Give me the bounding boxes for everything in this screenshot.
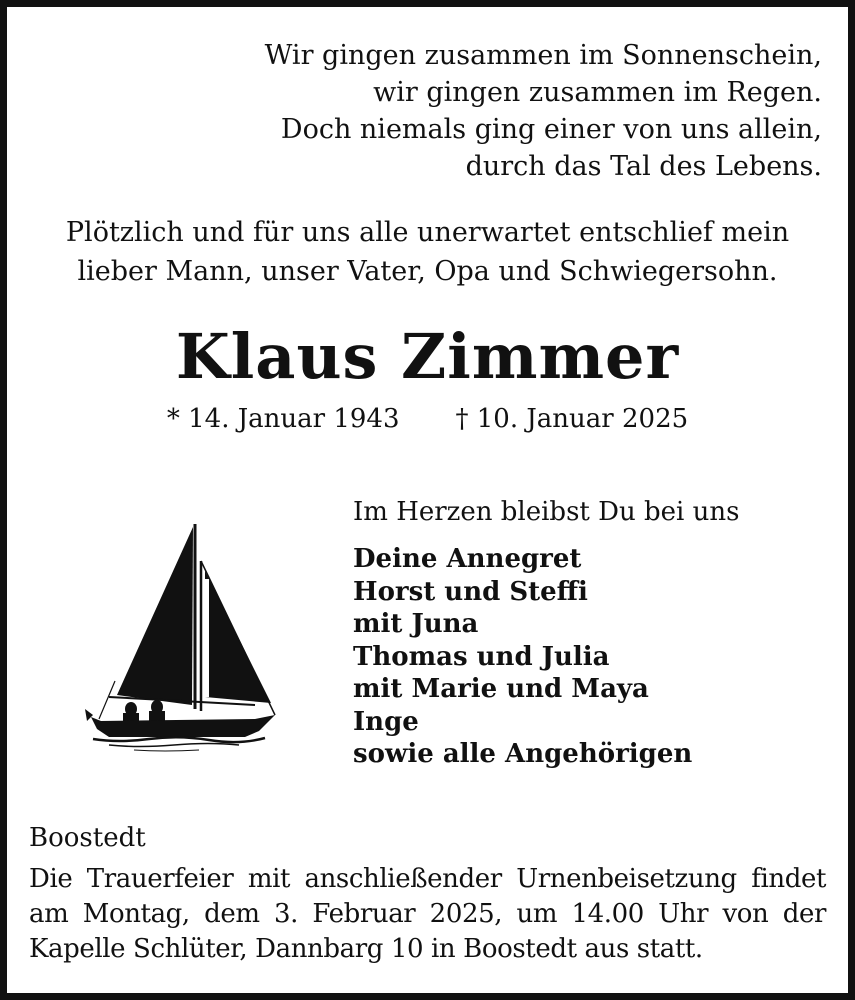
funeral-details [29,862,826,967]
family-member: sowie alle Angehörigen [353,739,693,769]
poem-line: Doch niemals ging einer von uns allein, [280,114,822,145]
sailboat-silhouette-icon [79,519,279,759]
death-date: † 10. Januar 2025 [455,404,689,434]
family-member: Inge [353,706,419,737]
poem [265,37,822,185]
intro-line: lieber Mann, unser Vater, Opa und Schwiegersohn. [77,256,778,287]
family-member: mit Juna [353,609,479,639]
family-member: Horst und Steffi [353,576,588,607]
funeral-line: Kapelle Schlüter, Dannbarg 10 in Boostedt aus statt. [29,934,703,964]
family-member: Thomas und Julia [353,641,610,672]
intro-line: Plötzlich und für uns alle unerwartet entschlief mein [65,217,790,248]
funeral-line: am Montag, dem 3. Februar 2025, um 14.00 Uhr von der [29,899,826,929]
poem-line: Wir gingen zusammen im Sonnenschein, [264,40,822,71]
life-dates [7,401,848,437]
family-member: Deine Annegret [353,544,582,574]
deceased-name: Klaus Zimmer [175,320,680,393]
remembrance-line: Im Herzen bleibst Du bei uns [353,497,740,527]
poem-line: durch das Tal des Lebens. [465,151,822,182]
family-list [353,543,692,771]
poem-line: wir gingen zusammen im Regen. [373,77,822,108]
funeral-line: Die Trauerfeier mit anschließender Urnenbeisetzung findet [29,864,826,894]
intro-text [7,213,848,291]
birth-date: * 14. Januar 1943 [166,404,400,434]
family-member: mit Marie und Maya [353,674,649,704]
place-name: Boostedt [29,823,146,853]
